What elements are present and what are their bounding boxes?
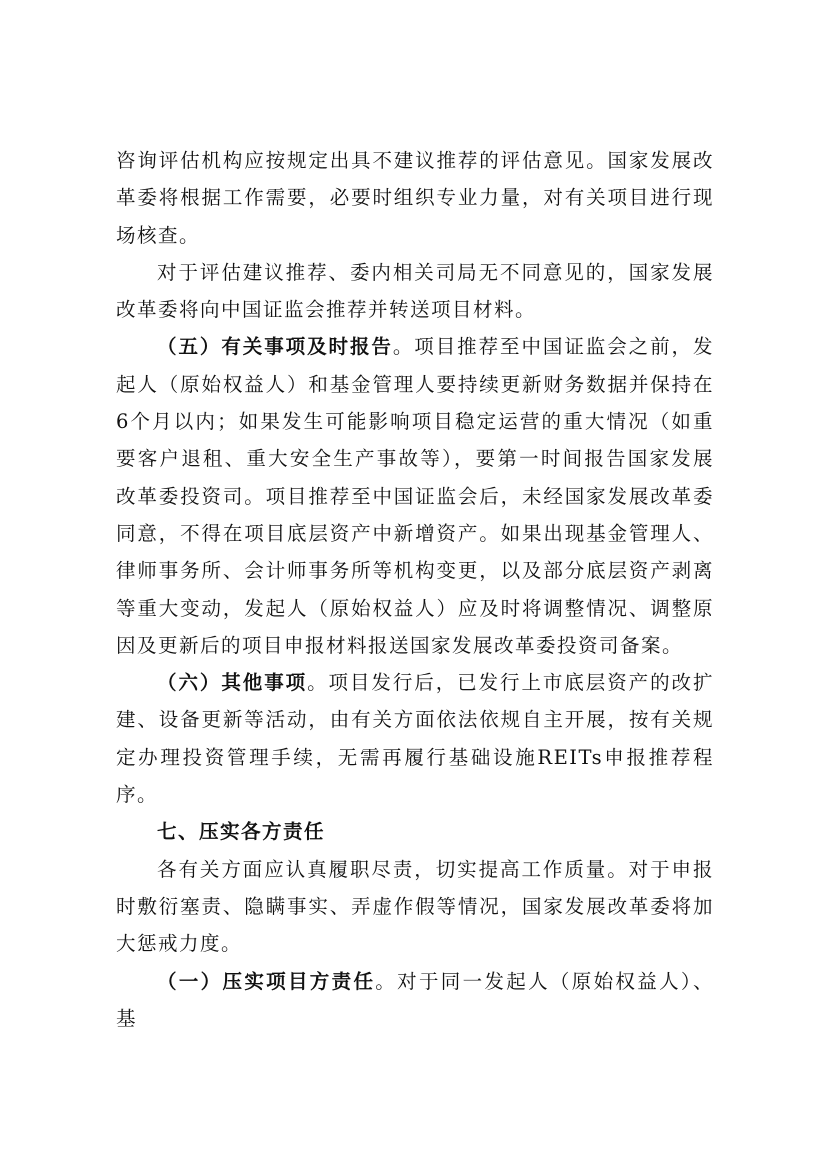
paragraph-text: 。项目推荐至中国证监会之前，发起人（原始权益人）和基金管理人要持续更新财务数据并保持在6个月以内；如果发生可能影响项目稳定运营的重大情况（如重要客户退租、重大安全生产事故等），要第一时间报告国家发展改革委投资司。项目推荐至中国证监会后，未经国家发展改革委同意，不得在项目底层资产中新增资产。如果出现基金管理人、律师事务所、会计师事务所等机构变更，以及部分底层资产剥离等重大变动，发起人（原始权益人）应及时将调整情况、调整原因及更新后的项目申报材料报送国家发展改革委投资司备案。 bbox=[116, 335, 714, 657]
paragraph-responsibility bbox=[116, 851, 714, 963]
item-lead-title: （六）其他事项 bbox=[157, 671, 308, 695]
paragraph-evaluation-opinion bbox=[116, 142, 714, 254]
item-lead-title: （一）压实项目方责任 bbox=[157, 969, 376, 993]
paragraph-text: 。项目发行后，已发行上市底层资产的改扩建、设备更新等活动，由有关方面依法依规自主开展，按有关规定办理投资管理手续，无需再履行基础设施REITs申报推荐程序。 bbox=[116, 671, 714, 807]
paragraph-item-six bbox=[116, 664, 714, 813]
paragraph-item-one bbox=[116, 963, 714, 1038]
paragraph-text: 。对于同一发起人（原始权益人）、基 bbox=[116, 969, 714, 1030]
item-lead-title: （五）有关事项及时报告 bbox=[157, 335, 393, 359]
body-text bbox=[116, 142, 714, 1037]
paragraph-text: 各有关方面应认真履职尽责，切实提高工作质量。对于申报时敷衍塞责、隐瞒事实、弄虚作假等情况，国家发展改革委将加大惩戒力度。 bbox=[116, 857, 714, 956]
paragraph-text: 对于评估建议推荐、委内相关司局无不同意见的，国家发展改革委将向中国证监会推荐并转送项目材料。 bbox=[116, 260, 714, 322]
paragraph-item-five bbox=[116, 328, 714, 664]
paragraph-recommendation bbox=[116, 254, 714, 329]
paragraph-text: 咨询评估机构应按规定出具不建议推荐的评估意见。国家发展改革委将根据工作需要，必要时组织专业力量，对有关项目进行现场核查。 bbox=[116, 149, 714, 247]
section-heading: 七、压实各方责任 bbox=[157, 820, 326, 844]
